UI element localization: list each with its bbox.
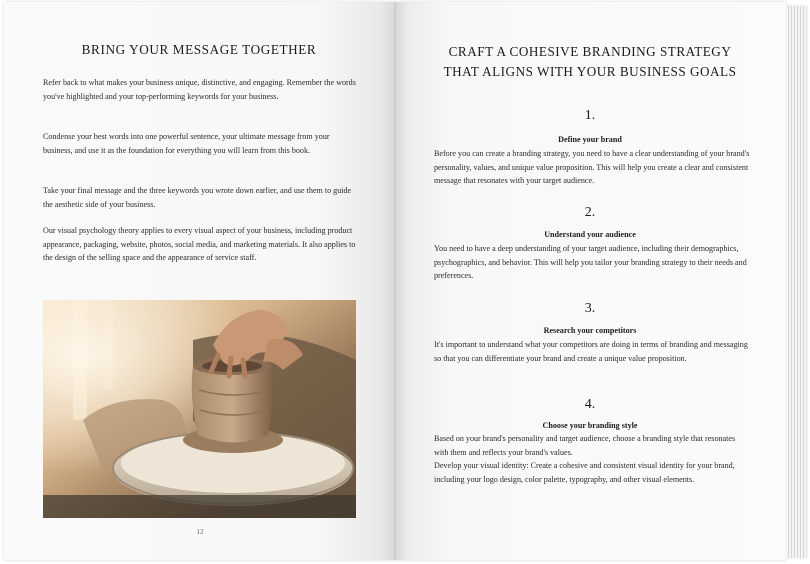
left-paragraph-3: Take your final message and the three keywords you wrote down earlier, and use them to guide the aesthetic side of your business. xyxy=(43,186,352,209)
step-body-4: Based on your brand's personality and target audience, choose a branding style that resonates with them and reflects your brand's values. xyxy=(434,434,736,457)
right-page-title: CRAFT A COHESIVE BRANDING STRATEGY THAT ALIGNS WITH YOUR BUSINESS GOALS xyxy=(443,44,737,79)
step-heading-1: Define your brand xyxy=(558,135,622,144)
left-paragraph-1: Refer back to what makes your business unique, distinctive, and engaging. Remember the words you've highlighted and your top-performing keywords for your business. xyxy=(43,78,356,101)
step-heading-3: Research your competitors xyxy=(543,326,637,335)
left-paragraph-4: Our visual psychology theory applies to every visual aspect of your business, including product appearance, packaging, website, photos, social media, and marketing materials. It also applies to the design of the selling space and the appearance of service staff. xyxy=(43,226,356,263)
left-paragraph-2: Condense your best words into one powerful sentence, your ultimate message from your business, and use it as the foundation for everything you will learn from this book. xyxy=(43,132,330,155)
step-heading-4: Choose your branding style xyxy=(542,421,638,430)
step-body-4b: Develop your visual identity: Create a cohesive and consistent visual identity for your brand, including your logo design, color palette, typography, and other visual elements. xyxy=(434,461,735,484)
page-edges xyxy=(786,6,806,558)
step-number-2: 2. xyxy=(584,205,596,220)
page-number: 12 xyxy=(196,528,204,536)
step-body-2: You need to have a deep understanding of your target audience, including their demographics, psychographics, and behavior. This will help you tailor your branding strategy to their needs and preferences. xyxy=(434,244,747,281)
pottery-wheel-photo xyxy=(43,300,356,518)
step-body-3: It's important to understand what your competitors are doing in terms of branding and messaging so that you can differentiate your brand and create a unique value proposition. xyxy=(434,340,748,363)
step-number-3: 3. xyxy=(584,301,596,316)
step-body-1: Before you can create a branding strategy, you need to have a clear understanding of your brand's personality, values, and unique value proposition. This will help you create a clear and consistent message that resonates with your target audience. xyxy=(434,149,750,186)
step-heading-2: Understand your audience xyxy=(544,230,636,239)
step-number-1: 1. xyxy=(584,108,596,123)
left-page-title: BRING YOUR MESSAGE TOGETHER xyxy=(81,42,317,57)
step-number-4: 4. xyxy=(584,397,596,412)
